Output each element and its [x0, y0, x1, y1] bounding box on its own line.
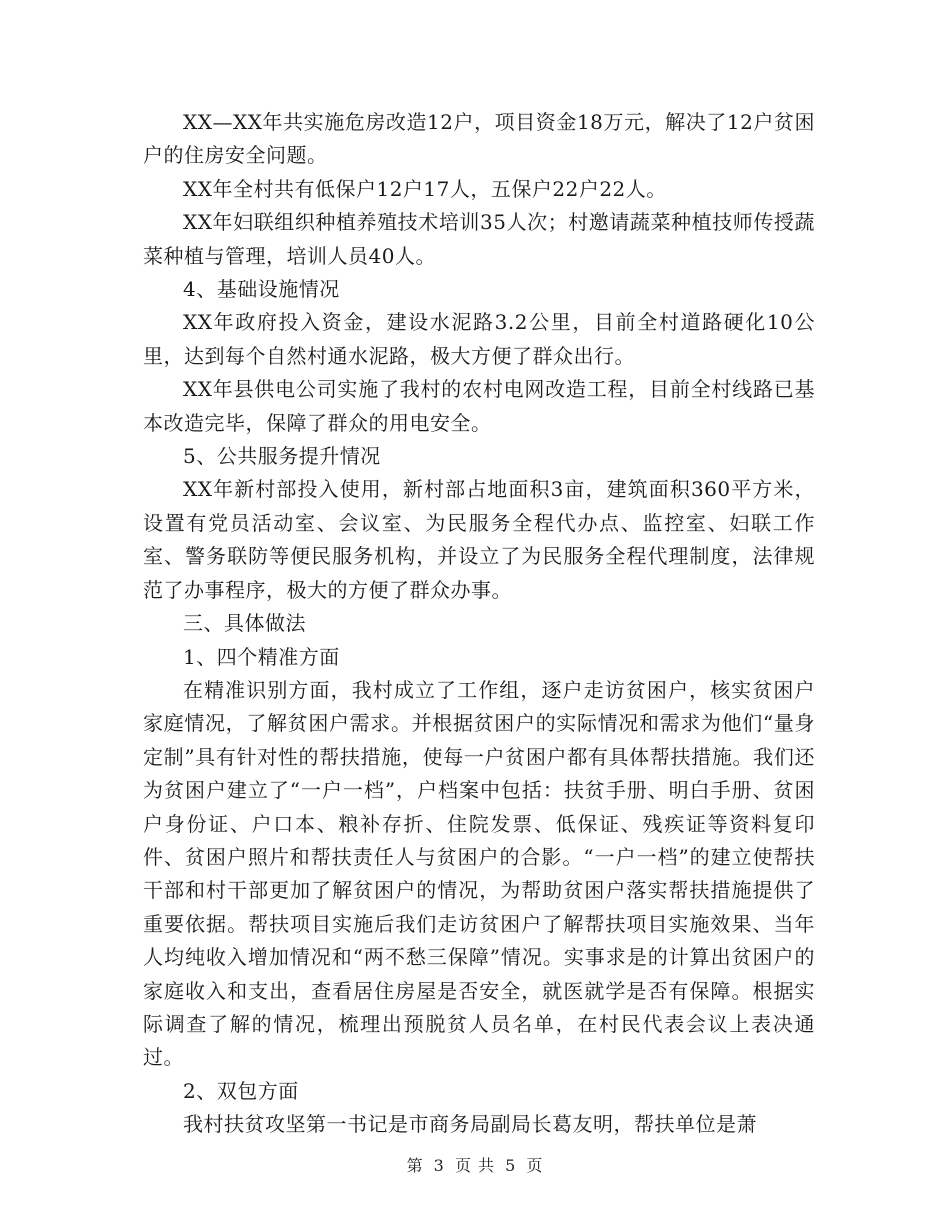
paragraph: XX年新村部投入使用，新村部占地面积3亩，建筑面积360平方米，设置有党员活动室、会议室、为民服务全程代办点、监控室、妇联工作室、警务联防等便民服务机构，并设立了为民服务全程代理制度，法律规范了办事程序，极大的方便了群众办事。 — [143, 477, 815, 602]
page-label-prefix: 第 — [406, 1156, 424, 1175]
paragraph: XX年县供电公司实施了我村的农村电网改造工程，目前全村线路已基本改造完毕，保障了群众的用电安全。 — [143, 377, 815, 435]
paragraph: XX—XX年共实施危房改造12户，项目资金18万元，解决了12户贫困户的住房安全问题。 — [143, 110, 815, 168]
page-label-mid: 页 共 — [454, 1156, 496, 1175]
paragraph: XX年妇联组织种植养殖技术培训35人次；村邀请蔬菜种植技师传授蔬菜种植与管理，培训人员40人。 — [143, 210, 815, 268]
paragraph: XX年政府投入资金，建设水泥路3.2公里，目前全村道路硬化10公里，达到每个自然村通水泥路，极大方便了群众出行。 — [143, 310, 815, 368]
paragraph: 在精准识别方面，我村成立了工作组，逐户走访贫困户，核实贫困户家庭情况，了解贫困户需求。并根据贫困户的实际情况和需求为他们“量身定制”具有针对性的帮扶措施，使每一户贫困户都有具体帮扶措施。我们还为贫困户建立了“一户一档”，户档案中包括：扶贫手册、明白手册、贫困户身份证、户口本、粮补存折、住院发票、低保证、残疾证等资料复印件、贫困户照片和帮扶责任人与贫困户的合影。“一户一档”的建立使帮扶干部和村干部更加了解贫困户的情况，为帮助贫困户落实帮扶措施提供了重要依据。帮扶项目实施后我们走访贫困户了解帮扶项目实施效果、当年人均纯收入增加情况和“两不愁三保障”情况。实事求是的计算出贫困户的家庭收入和支出，查看居住房屋是否安全，就医就学是否有保障。根据实际调查了解的情况，梳理出预脱贫人员名单，在村民代表会议上表决通过。 — [143, 677, 815, 1070]
total-pages-number: 5 — [505, 1156, 517, 1175]
section-heading: 4、基础设施情况 — [183, 277, 340, 302]
section-heading: 5、公共服务提升情况 — [183, 444, 381, 469]
paragraph: XX年全村共有低保户12户17人，五保户22户22人。 — [183, 176, 667, 201]
section-heading: 1、四个精准方面 — [183, 644, 340, 669]
current-page-number: 3 — [433, 1156, 445, 1175]
page-label-suffix: 页 — [526, 1156, 544, 1175]
section-heading: 三、具体做法 — [183, 611, 306, 636]
page-footer — [0, 1153, 950, 1176]
section-heading: 2、双包方面 — [183, 1078, 299, 1103]
document-body — [143, 106, 815, 1142]
paragraph: 我村扶贫攻坚第一书记是市商务局副局长葛友明，帮扶单位是萧 — [183, 1112, 757, 1137]
